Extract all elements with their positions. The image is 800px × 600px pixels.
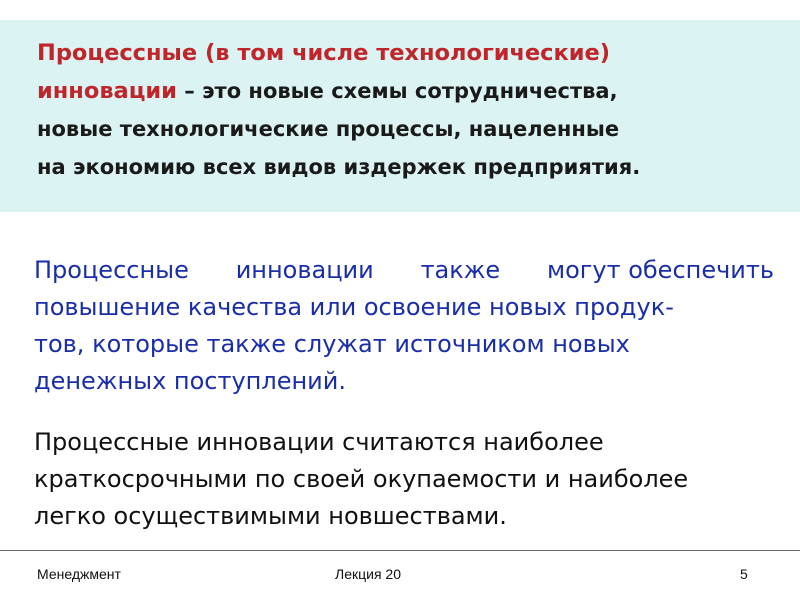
definition-line-4: на экономию всех видов издержек предприятия. <box>37 155 641 179</box>
paragraph-2-line-2: краткосрочными по своей окупаемости и наиболее <box>34 465 689 493</box>
paragraph-1-line-1 <box>34 252 774 289</box>
paragraph-benefits <box>34 252 774 400</box>
footer-lecture: Лекция 20 <box>335 566 401 582</box>
paragraph-2-line-3: легко осуществимыми новшествами. <box>34 502 507 530</box>
paragraph-1-line-2: повышение качества или освоение новых продук- <box>34 293 674 321</box>
definition-line-3: новые технологические процессы, нацеленные <box>37 117 620 141</box>
paragraph-payback <box>34 424 774 535</box>
word: могут обеспечить <box>546 256 774 284</box>
definition-term: инновации <box>37 78 177 104</box>
footer-divider <box>0 550 800 551</box>
word: инновации <box>235 256 374 284</box>
paragraph-1-line-4: денежных поступлений. <box>34 367 346 395</box>
page-number: 5 <box>740 566 748 582</box>
footer-course: Менеджмент <box>37 566 121 582</box>
definition-text <box>37 34 777 186</box>
paragraph-2-line-1: Процессные инновации считаются наиболее <box>34 428 604 456</box>
word: Процессные <box>34 256 189 284</box>
word: также <box>420 256 501 284</box>
definition-line-1: Процессные (в том числе технологические) <box>37 40 611 66</box>
paragraph-1-line-3: тов, которые также служат источником новых <box>34 330 630 358</box>
definition-line-2: – это новые схемы сотрудничества, <box>176 79 618 103</box>
